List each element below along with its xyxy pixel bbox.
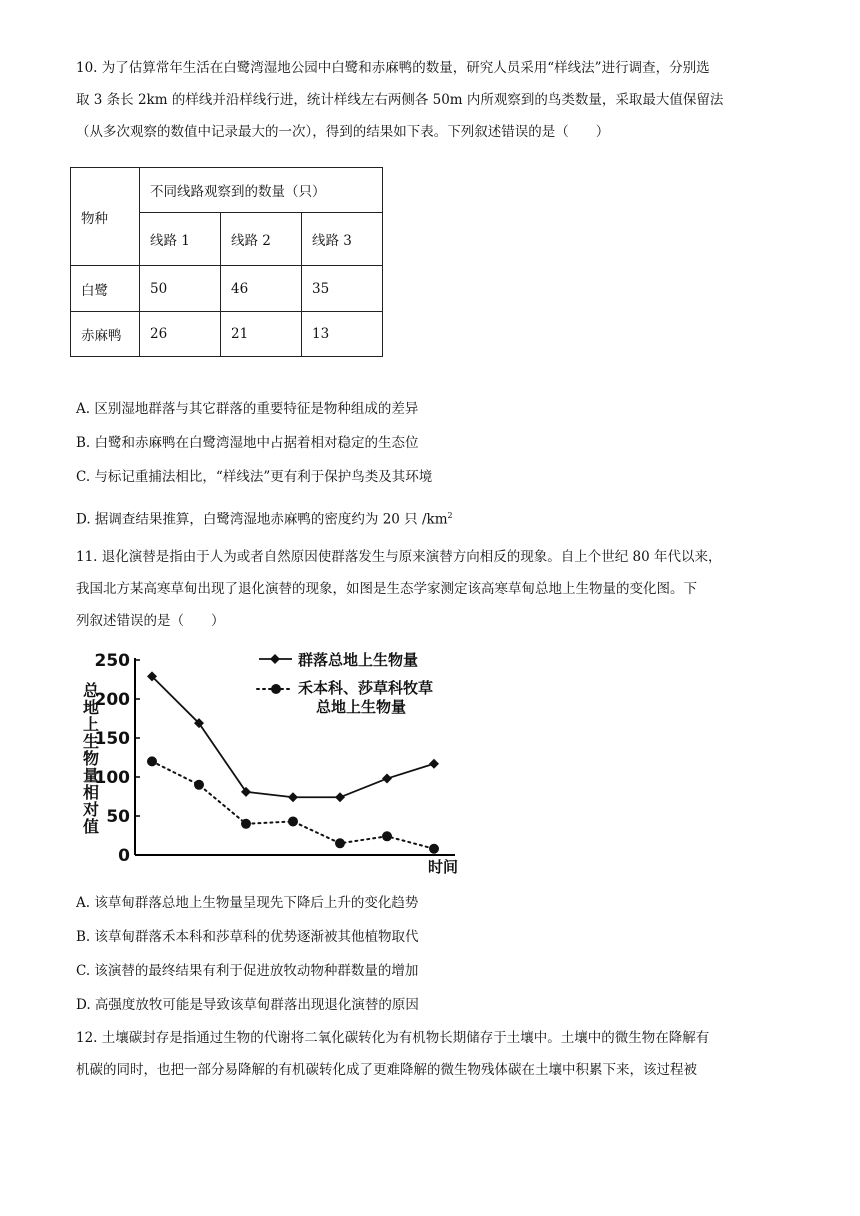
data-point-diamond (382, 774, 392, 784)
data-point-circle (429, 844, 439, 854)
q11-option-d: D. 高强度放牧可能是导致该草甸群落出现退化演替的原因 (76, 997, 419, 1013)
legend-marker-circle (271, 684, 281, 694)
q11-stem-line-1: 11. 退化演替是指由于人为或者自然原因使群落发生与原来演替方向相反的现象。自上个世纪 80 年代以来， (76, 549, 722, 565)
data-point-circle (241, 819, 251, 829)
x-axis-label: 时间 (427, 858, 459, 876)
y-tick-label: 50 (106, 807, 130, 827)
legend-marker-diamond (270, 654, 280, 664)
biomass-line-chart (70, 640, 470, 880)
q11-option-c: C. 该演替的最终结果有利于促进放牧动物种群数量的增加 (76, 963, 419, 979)
q10-stem-line-2: 取 3 条长 2km 的样线并沿样线行进，统计样线左右两侧各 50m 内所观察到的鸟类数量，采取最大值保留法 (76, 92, 724, 108)
data-point-circle (288, 816, 298, 826)
q10-option-c: C. 与标记重捕法相比，“样线法”更有利于保护鸟类及其环境 (76, 469, 433, 485)
q10-option-d (76, 506, 788, 530)
table-row (71, 312, 383, 357)
q10-data-table (70, 167, 383, 357)
data-point-diamond (335, 792, 345, 802)
q10-stem-line-3: （从多次观察的数值中记录最大的一次），得到的结果如下表。下列叙述错误的是（ ） (76, 124, 610, 140)
table-cell-species: 赤麻鸭 (71, 312, 140, 357)
q11-option-b: B. 该草甸群落禾本科和莎草科的优势逐渐被其他植物取代 (76, 929, 419, 945)
y-tick-label: 100 (94, 768, 130, 788)
q12-stem (76, 1022, 788, 1086)
q12-stem-line-2: 机碳的同时，也把一部分易降解的有机碳转化成了更难降解的微生物残体碳在土壤中积累下来，该过程被 (76, 1062, 697, 1078)
q12-stem-line-1: 12. 土壤碳封存是指通过生物的代谢将二氧化碳转化为有机物长期储存于土壤中。土壤中的微生物在降解有 (76, 1030, 710, 1046)
data-point-diamond (241, 787, 251, 797)
q11-stem-line-2: 我国北方某高寒草甸出现了退化演替的现象，如图是生态学家测定该高寒草甸总地上生物量的变化图。下 (76, 581, 697, 597)
legend-label-2: 禾本科、莎草科牧草 (298, 679, 434, 697)
q10-stem-line-1: 10. 为了估算常年生活在白鹭湾湿地公园中白鹭和赤麻鸭的数量，研究人员采用“样线法”进行调查，分别选 (76, 60, 710, 76)
table-header-route-1: 线路 1 (140, 213, 221, 266)
y-tick-label: 150 (94, 729, 130, 749)
y-tick-label: 250 (94, 651, 130, 671)
table-header-group: 不同线路观察到的数量（只） (140, 168, 383, 213)
table-cell: 50 (140, 266, 221, 312)
q11-stem-line-3: 列叙述错误的是（ ） (76, 613, 225, 629)
q10-option-a: A. 区别湿地群落与其它群落的重要特征是物种组成的差异 (76, 401, 419, 417)
table-header-route-3: 线路 3 (302, 213, 383, 266)
table-row (71, 266, 383, 312)
data-point-circle (147, 756, 157, 766)
legend-label-2-line-2: 总地上生物量 (316, 698, 407, 716)
y-tick-label: 0 (118, 846, 130, 866)
q11-option-a: A. 该草甸群落总地上生物量呈现先下降后上升的变化趋势 (76, 895, 419, 911)
data-point-circle (194, 780, 204, 790)
table-header-route-2: 线路 2 (221, 213, 302, 266)
table-cell: 13 (302, 312, 383, 357)
table-cell: 21 (221, 312, 302, 357)
table-cell: 35 (302, 266, 383, 312)
data-point-diamond (429, 759, 439, 769)
table-header-species: 物种 (71, 168, 140, 266)
q11-stem (76, 541, 788, 637)
q10-option-d-superscript: 2 (447, 511, 453, 520)
table-cell: 26 (140, 312, 221, 357)
q10-option-d-text: D. 据调查结果推算，白鹭湾湿地赤麻鸭的密度约为 20 只 /km (76, 511, 448, 528)
data-point-circle (335, 838, 345, 848)
y-axis-label: 总地上生物量相对值 (80, 682, 100, 835)
data-point-circle (382, 831, 392, 841)
data-point-diamond (288, 792, 298, 802)
legend-label-1: 群落总地上生物量 (298, 651, 419, 669)
table-cell: 46 (221, 266, 302, 312)
q10-stem (76, 52, 788, 148)
y-tick-label: 200 (94, 690, 130, 710)
q10-option-b: B. 白鹭和赤麻鸭在白鹭湾湿地中占据着相对稳定的生态位 (76, 435, 419, 451)
table-cell-species: 白鹭 (71, 266, 140, 312)
